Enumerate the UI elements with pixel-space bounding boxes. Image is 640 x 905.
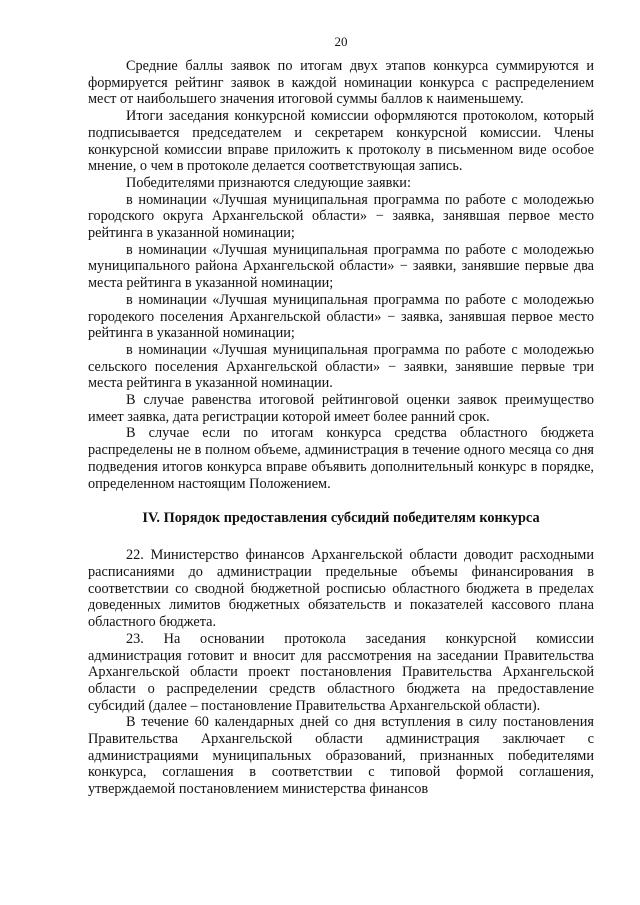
- paragraph-nomination-rural-settlement: в номинации «Лучшая муниципальная программа по работе с молодежью сельского поселения Архангельской области» − заявки, занявшие первые три места рейтинга в указанной номинации.: [88, 341, 594, 392]
- section-heading: IV. Порядок предоставления субсидий победителям конкурса: [142, 510, 540, 527]
- paragraph-score-summation: Средние баллы заявок по итогам двух этапов конкурса суммируются и формируется рейтинг заявок в каждой номинации конкурса с распределением мест от наибольшего значения итоговой суммы баллов к наименьшему.: [88, 58, 594, 108]
- paragraph-nomination-urban-settlement: в номинации «Лучшая муниципальная программа по работе с молодежью городекого поселения Архангельской области» − заявка, занявшая первое место рейтинга в указанной номинации;: [88, 291, 594, 342]
- paragraph-equal-score-rule: В случае равенства итоговой рейтинговой оценки заявок преимущество имеет заявка, дата регистрации которой имеет более ранний срок.: [88, 392, 594, 425]
- paragraph-clause-22: 22. Министерство финансов Архангельской области доводит расходными расписаниями до администрации предельные объемы финансирования в соответствии со сводной бюджетной росписью областного бюджета в пределах доведенных лимитов бюджетных обязательств и показателей кассового плана областного бюджета.: [88, 547, 594, 631]
- paragraph-protocol: Итоги заседания конкурсной комиссии оформляются протоколом, который подписывается председателем и секретарем конкурсной комиссии. Члены конкурсной комиссии вправе приложить к протоколу в письменном виде особое мнение, о чем в протоколе делается соответствующая запись.: [88, 108, 594, 175]
- paragraph-winners-intro: Победителями признаются следующие заявки:: [126, 174, 411, 191]
- paragraph-agreements: В течение 60 календарных дней со дня вступления в силу постановления Правительства Архангельской области администрация заключает с администрациями муниципальных образований, признанных победителями конкурса, соглашения в соответствии с типовой формой соглашения, утверждаемой постановлением министерства финансов: [88, 714, 594, 798]
- paragraph-additional-contest: В случае если по итогам конкурса средства областного бюджета распределены не в полном объеме, администрация в течение одного месяца со дня подведения итогов конкурса вправе объявить дополнительный конкурс в порядке, определенном настоящим Положением.: [88, 425, 594, 492]
- document-page: [88, 34, 594, 798]
- paragraph-nomination-city-district: в номинации «Лучшая муниципальная программа по работе с молодежью городского округа Архангельской области» − заявка, занявшая первое место рейтинга в указанной номинации;: [88, 191, 594, 242]
- paragraph-nomination-municipal-area: в номинации «Лучшая муниципальная программа по работе с молодежью муниципального района Архангельской области» − заявки, занявшие первые два места рейтинга в указанной номинации;: [88, 241, 594, 292]
- paragraph-clause-23: 23. На основании протокола заседания конкурсной комиссии администрация готовит и вносит для рассмотрения на заседании Правительства Архангельской области проект постановления Правительства Архангельской области о распределении средств областного бюджета на предоставление субсидий (далее – постановление Правительства Архангельской области).: [88, 630, 594, 714]
- page-number: 20: [334, 34, 348, 49]
